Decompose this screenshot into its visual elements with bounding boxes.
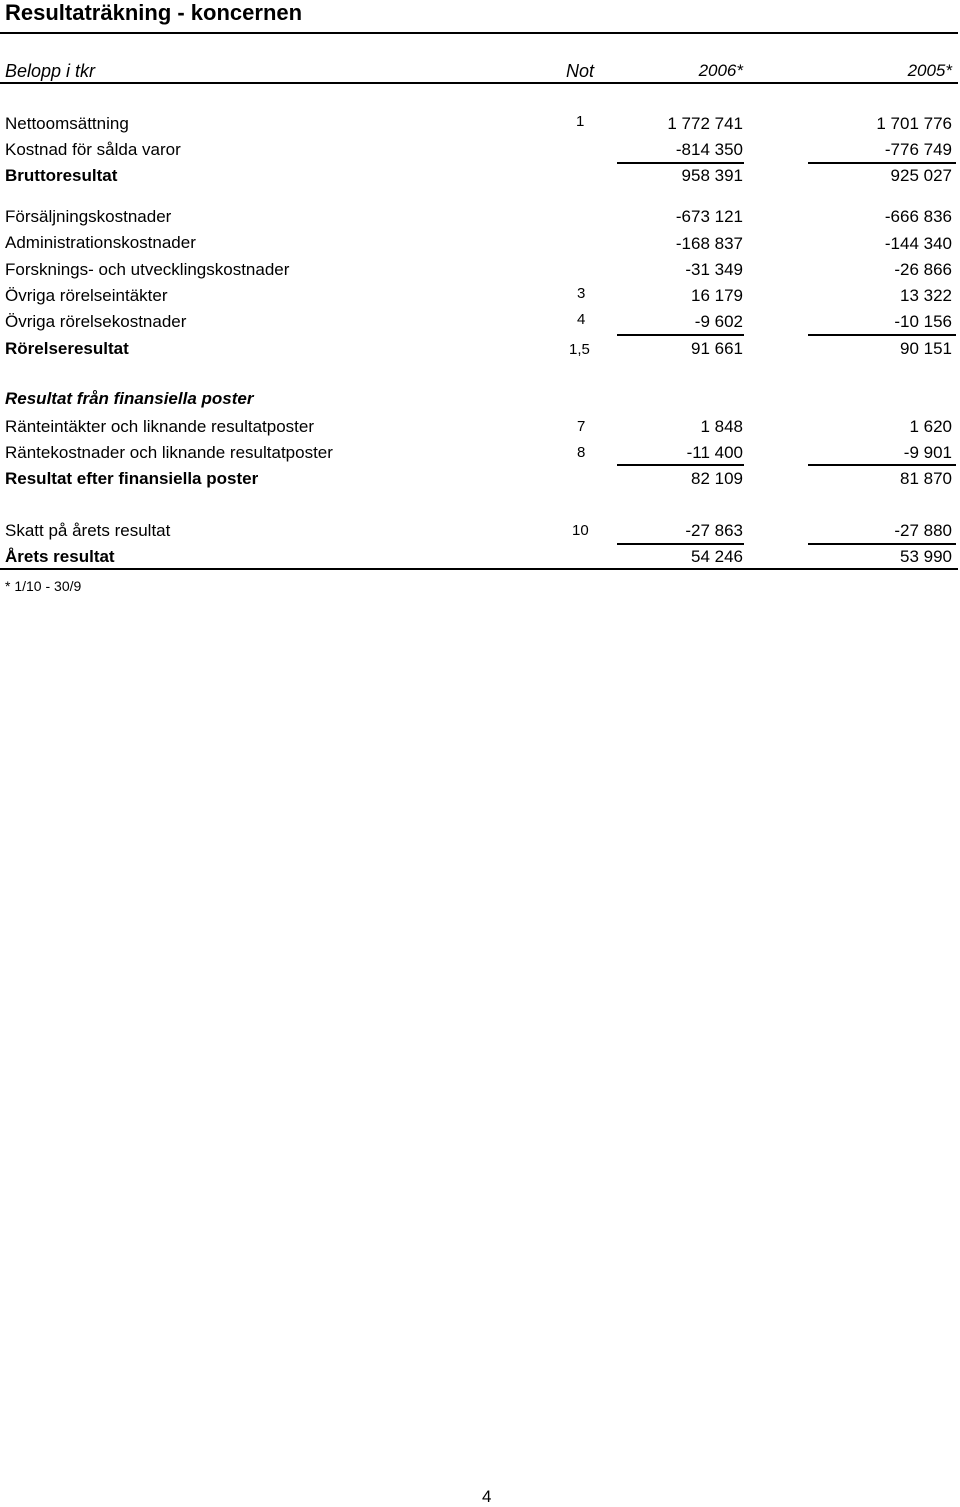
footnote: * 1/10 - 30/9 (5, 578, 82, 594)
row-value-2006: -11 400 (686, 443, 743, 462)
row-value-2006: -31 349 (685, 260, 743, 279)
row-value-2006: 91 661 (691, 339, 743, 358)
row-value-2006: 16 179 (691, 286, 743, 305)
row-value-2006: 54 246 (691, 547, 743, 566)
row-value-2005: 81 870 (900, 469, 952, 488)
row-label: Bruttoresultat (5, 166, 118, 185)
row-value-2006: -673 121 (675, 207, 743, 226)
row-value-2005: -27 880 (894, 521, 952, 540)
total-rule (0, 568, 958, 570)
row-note: 3 (577, 285, 586, 302)
row-value-2005: -666 836 (884, 207, 952, 226)
row-label: Rörelseresultat (5, 339, 129, 358)
row-note: 10 (572, 522, 589, 539)
row-label: Räntekostnader och liknande resultatposter (5, 443, 333, 462)
row-value-2006: -168 837 (675, 234, 743, 253)
row-label: Forsknings- och utvecklingskostnader (5, 260, 290, 279)
row-value-2005: -776 749 (884, 140, 952, 159)
row-label: Administrationskostnader (5, 233, 196, 252)
subtotal-underline (617, 162, 744, 164)
row-label: Kostnad för sålda varor (5, 140, 181, 159)
row-value-2005: 13 322 (900, 286, 952, 305)
header-amount-label: Belopp i tkr (5, 61, 96, 81)
row-label: Övriga rörelsekostnader (5, 312, 187, 331)
subtotal-underline (617, 543, 744, 545)
row-note: 1,5 (569, 341, 590, 358)
header-2006: 2006* (698, 61, 743, 80)
subtotal-underline (617, 334, 744, 336)
title-rule (0, 32, 958, 34)
row-value-2005: 1 701 776 (876, 114, 952, 133)
section-heading: Resultat från finansiella poster (5, 389, 254, 408)
subtotal-underline (617, 464, 744, 466)
row-label: Försäljningskostnader (5, 207, 172, 226)
row-label: Övriga rörelseintäkter (5, 286, 168, 305)
row-label: Skatt på årets resultat (5, 521, 171, 540)
row-value-2006: -814 350 (675, 140, 743, 159)
row-value-2005: -9 901 (903, 443, 952, 462)
row-value-2005: -26 866 (894, 260, 952, 279)
row-value-2005: 90 151 (900, 339, 952, 358)
header-2005: 2005* (907, 61, 952, 80)
row-label: Nettoomsättning (5, 114, 129, 133)
subtotal-underline (808, 334, 956, 336)
subtotal-underline (808, 162, 956, 164)
row-label: Resultat efter finansiella poster (5, 469, 259, 488)
page-number: 4 (482, 1487, 492, 1506)
row-label: Ränteintäkter och liknande resultatposter (5, 417, 315, 436)
row-note: 1 (576, 113, 585, 130)
row-value-2005: 1 620 (909, 417, 952, 436)
subtotal-underline (808, 543, 956, 545)
page-title: Resultaträkning - koncernen (5, 0, 303, 25)
row-note: 7 (577, 418, 586, 435)
row-value-2006: -9 602 (694, 312, 743, 331)
row-note: 8 (577, 444, 586, 461)
row-value-2006: 82 109 (691, 469, 743, 488)
row-value-2005: -144 340 (884, 234, 952, 253)
row-value-2006: 1 848 (700, 417, 743, 436)
row-value-2006: 958 391 (681, 166, 743, 185)
row-note: 4 (577, 311, 586, 328)
row-value-2006: 1 772 741 (667, 114, 743, 133)
header-not: Not (566, 61, 595, 81)
row-label: Årets resultat (5, 547, 115, 566)
subtotal-underline (808, 464, 956, 466)
row-value-2005: -10 156 (894, 312, 952, 331)
row-value-2006: -27 863 (685, 521, 743, 540)
row-value-2005: 925 027 (890, 166, 952, 185)
row-value-2005: 53 990 (900, 547, 952, 566)
header-rule (0, 82, 958, 84)
